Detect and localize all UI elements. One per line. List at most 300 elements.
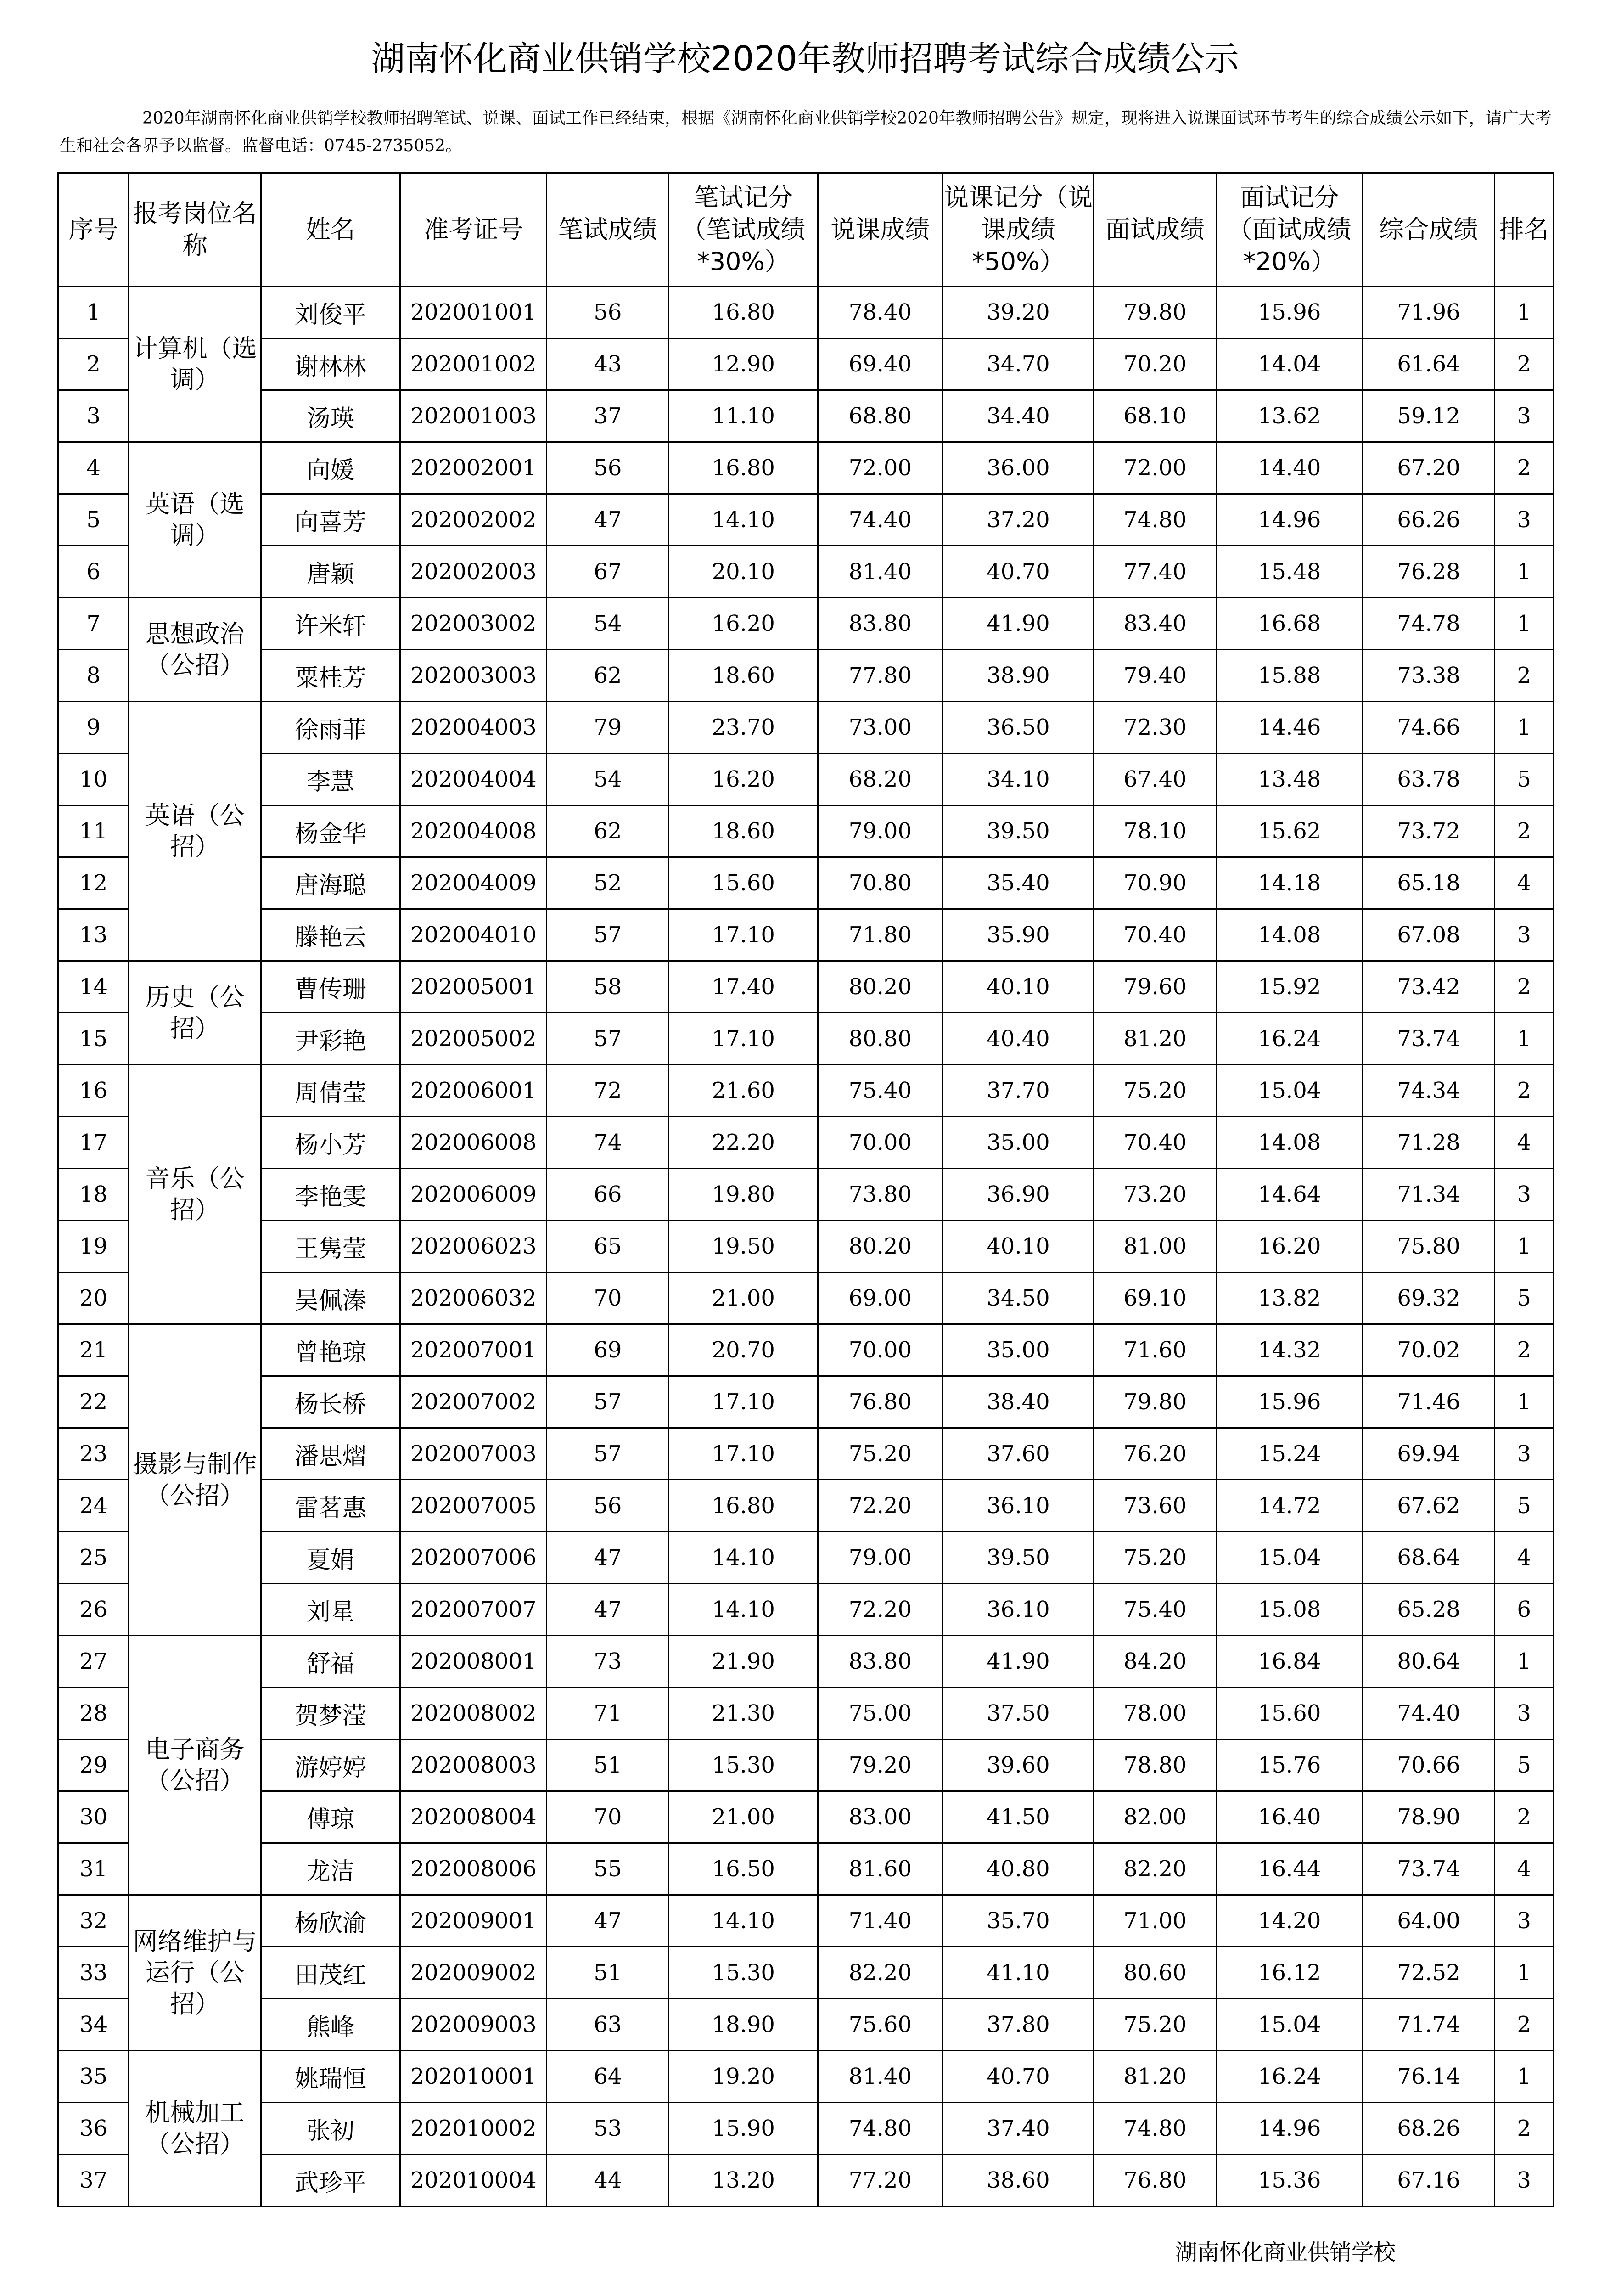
cell-seq: 5 (58, 494, 129, 546)
cell-total: 73.72 (1363, 805, 1494, 857)
cell-lecture-weighted: 39.50 (942, 1532, 1094, 1584)
table-row (58, 1272, 1554, 1324)
cell-lecture-weighted: 35.40 (942, 857, 1094, 909)
cell-lecture-weighted: 41.50 (942, 1791, 1094, 1843)
cell-rank: 5 (1495, 1272, 1554, 1324)
cell-seq: 14 (58, 961, 129, 1013)
cell-total: 71.34 (1363, 1169, 1494, 1221)
cell-ticket: 202002003 (400, 546, 547, 598)
table-row (58, 754, 1554, 805)
cell-post: 英语（选调） (129, 442, 261, 598)
cell-written-weighted: 18.90 (669, 1999, 818, 2051)
cell-interview-weighted: 14.96 (1216, 2103, 1363, 2155)
cell-written: 55 (547, 1843, 669, 1895)
cell-interview-weighted: 16.12 (1216, 1947, 1363, 1999)
cell-lecture-weighted: 40.40 (942, 1013, 1094, 1065)
cell-seq: 9 (58, 702, 129, 754)
cell-interview: 79.60 (1094, 961, 1216, 1013)
cell-total: 74.66 (1363, 702, 1494, 754)
cell-ticket: 202004004 (400, 754, 547, 805)
cell-name: 唐颖 (261, 546, 400, 598)
cell-seq: 11 (58, 805, 129, 857)
cell-interview: 73.60 (1094, 1480, 1216, 1532)
cell-written-weighted: 19.20 (669, 2051, 818, 2103)
cell-total: 71.96 (1363, 287, 1494, 338)
cell-written-weighted: 21.30 (669, 1688, 818, 1739)
cell-interview: 75.20 (1094, 1532, 1216, 1584)
cell-interview-weighted: 15.60 (1216, 1688, 1363, 1739)
cell-lecture: 74.40 (818, 494, 942, 546)
cell-ticket: 202009002 (400, 1947, 547, 1999)
cell-interview-weighted: 14.08 (1216, 909, 1363, 961)
cell-seq: 8 (58, 650, 129, 702)
cell-rank: 2 (1495, 1791, 1554, 1843)
cell-name: 周倩莹 (261, 1065, 400, 1117)
cell-interview-weighted: 14.18 (1216, 857, 1363, 909)
cell-seq: 36 (58, 2103, 129, 2155)
cell-interview-weighted: 15.24 (1216, 1428, 1363, 1480)
cell-written: 47 (547, 1584, 669, 1636)
cell-total: 64.00 (1363, 1895, 1494, 1947)
cell-seq: 4 (58, 442, 129, 494)
cell-total: 70.66 (1363, 1739, 1494, 1791)
cell-total: 76.14 (1363, 2051, 1494, 2103)
cell-written-weighted: 21.00 (669, 1791, 818, 1843)
cell-written-weighted: 19.80 (669, 1169, 818, 1221)
cell-rank: 3 (1495, 1169, 1554, 1221)
cell-seq: 23 (58, 1428, 129, 1480)
cell-seq: 25 (58, 1532, 129, 1584)
cell-total: 66.26 (1363, 494, 1494, 546)
cell-interview: 81.20 (1094, 2051, 1216, 2103)
cell-seq: 30 (58, 1791, 129, 1843)
cell-name: 姚瑞恒 (261, 2051, 400, 2103)
cell-rank: 1 (1495, 546, 1554, 598)
cell-ticket: 202008003 (400, 1739, 547, 1791)
header-lecture-weighted: 说课记分（说课成绩*50%） (942, 173, 1094, 287)
cell-lecture: 73.00 (818, 702, 942, 754)
table-row (58, 1739, 1554, 1791)
cell-lecture: 69.40 (818, 338, 942, 390)
intro-paragraph: 2020年湖南怀化商业供销学校教师招聘笔试、说课、面试工作已经结束，根据《湖南怀化商业供销学校2020年教师招聘公告》规定，现将进入说课面试环节考生的综合成绩公示如下，请广大考生和社会各界予以监督。监督电话：0745-2735052。 (60, 109, 1552, 155)
cell-interview-weighted: 13.48 (1216, 754, 1363, 805)
cell-rank: 4 (1495, 857, 1554, 909)
table-header-row (58, 173, 1554, 287)
cell-ticket: 202001002 (400, 338, 547, 390)
cell-post: 摄影与制作（公招） (129, 1324, 261, 1636)
cell-rank: 3 (1495, 494, 1554, 546)
cell-lecture-weighted: 37.60 (942, 1428, 1094, 1480)
cell-interview: 75.20 (1094, 1065, 1216, 1117)
cell-rank: 1 (1495, 2051, 1554, 2103)
cell-rank: 3 (1495, 390, 1554, 442)
cell-ticket: 202004003 (400, 702, 547, 754)
cell-name: 唐海聪 (261, 857, 400, 909)
cell-interview: 72.30 (1094, 702, 1216, 754)
cell-written: 70 (547, 1272, 669, 1324)
cell-written: 47 (547, 1895, 669, 1947)
cell-name: 吴佩溱 (261, 1272, 400, 1324)
table-row (58, 1947, 1554, 1999)
table-row (58, 1221, 1554, 1272)
header-seq: 序号 (58, 173, 129, 287)
cell-name: 龙洁 (261, 1843, 400, 1895)
cell-rank: 3 (1495, 1688, 1554, 1739)
cell-rank: 4 (1495, 1843, 1554, 1895)
table-row (58, 442, 1554, 494)
table-row (58, 857, 1554, 909)
cell-written-weighted: 15.30 (669, 1947, 818, 1999)
cell-written-weighted: 20.10 (669, 546, 818, 598)
cell-lecture: 69.00 (818, 1272, 942, 1324)
cell-rank: 4 (1495, 1532, 1554, 1584)
cell-interview-weighted: 14.08 (1216, 1117, 1363, 1169)
header-ticket: 准考证号 (400, 173, 547, 287)
cell-written-weighted: 17.10 (669, 1013, 818, 1065)
cell-interview: 70.40 (1094, 1117, 1216, 1169)
cell-total: 65.18 (1363, 857, 1494, 909)
cell-interview: 78.00 (1094, 1688, 1216, 1739)
header-rank: 排名 (1495, 173, 1554, 287)
cell-interview: 84.20 (1094, 1636, 1216, 1688)
cell-ticket: 202010004 (400, 2155, 547, 2206)
cell-total: 68.26 (1363, 2103, 1494, 2155)
cell-ticket: 202008002 (400, 1688, 547, 1739)
cell-seq: 35 (58, 2051, 129, 2103)
cell-total: 67.08 (1363, 909, 1494, 961)
cell-total: 73.42 (1363, 961, 1494, 1013)
cell-ticket: 202007003 (400, 1428, 547, 1480)
cell-written: 54 (547, 754, 669, 805)
cell-interview-weighted: 15.04 (1216, 1532, 1363, 1584)
cell-seq: 2 (58, 338, 129, 390)
cell-written-weighted: 23.70 (669, 702, 818, 754)
cell-name: 舒福 (261, 1636, 400, 1688)
cell-seq: 15 (58, 1013, 129, 1065)
cell-total: 73.38 (1363, 650, 1494, 702)
cell-written: 71 (547, 1688, 669, 1739)
cell-ticket: 202001003 (400, 390, 547, 442)
cell-written-weighted: 13.20 (669, 2155, 818, 2206)
cell-ticket: 202007007 (400, 1584, 547, 1636)
header-post: 报考岗位名称 (129, 173, 261, 287)
table-row (58, 1843, 1554, 1895)
cell-seq: 24 (58, 1480, 129, 1532)
cell-written-weighted: 20.70 (669, 1324, 818, 1376)
cell-rank: 3 (1495, 1895, 1554, 1947)
cell-ticket: 202006023 (400, 1221, 547, 1272)
cell-ticket: 202009003 (400, 1999, 547, 2051)
cell-lecture: 75.20 (818, 1428, 942, 1480)
cell-name: 武珍平 (261, 2155, 400, 2206)
cell-written-weighted: 14.10 (669, 494, 818, 546)
cell-seq: 18 (58, 1169, 129, 1221)
cell-seq: 16 (58, 1065, 129, 1117)
cell-lecture: 72.00 (818, 442, 942, 494)
cell-total: 78.90 (1363, 1791, 1494, 1843)
table-row (58, 1791, 1554, 1843)
cell-lecture: 76.80 (818, 1376, 942, 1428)
cell-interview-weighted: 14.20 (1216, 1895, 1363, 1947)
cell-name: 刘星 (261, 1584, 400, 1636)
table-row (58, 1324, 1554, 1376)
cell-name: 张初 (261, 2103, 400, 2155)
cell-written: 62 (547, 805, 669, 857)
cell-written: 57 (547, 1376, 669, 1428)
cell-name: 贺梦滢 (261, 1688, 400, 1739)
cell-lecture: 79.00 (818, 1532, 942, 1584)
cell-interview-weighted: 15.08 (1216, 1584, 1363, 1636)
cell-ticket: 202006032 (400, 1272, 547, 1324)
header-lecture: 说课成绩 (818, 173, 942, 287)
cell-name: 向媛 (261, 442, 400, 494)
cell-seq: 33 (58, 1947, 129, 1999)
cell-rank: 1 (1495, 1376, 1554, 1428)
table-row (58, 546, 1554, 598)
cell-total: 68.64 (1363, 1532, 1494, 1584)
cell-lecture-weighted: 39.20 (942, 287, 1094, 338)
cell-written-weighted: 11.10 (669, 390, 818, 442)
table-row (58, 2155, 1554, 2206)
cell-total: 61.64 (1363, 338, 1494, 390)
cell-written-weighted: 16.20 (669, 754, 818, 805)
cell-total: 73.74 (1363, 1013, 1494, 1065)
cell-name: 汤瑛 (261, 390, 400, 442)
cell-lecture-weighted: 39.60 (942, 1739, 1094, 1791)
cell-interview: 74.80 (1094, 494, 1216, 546)
cell-interview: 82.00 (1094, 1791, 1216, 1843)
cell-lecture: 77.80 (818, 650, 942, 702)
cell-interview: 81.20 (1094, 1013, 1216, 1065)
cell-lecture-weighted: 36.10 (942, 1584, 1094, 1636)
cell-name: 李慧 (261, 754, 400, 805)
cell-lecture-weighted: 38.60 (942, 2155, 1094, 2206)
cell-rank: 3 (1495, 1428, 1554, 1480)
cell-interview: 75.20 (1094, 1999, 1216, 2051)
table-row (58, 598, 1554, 650)
cell-interview: 72.00 (1094, 442, 1216, 494)
cell-total: 70.02 (1363, 1324, 1494, 1376)
table-row (58, 1636, 1554, 1688)
cell-name: 傅琼 (261, 1791, 400, 1843)
cell-written: 72 (547, 1065, 669, 1117)
header-written: 笔试成绩 (547, 173, 669, 287)
cell-rank: 6 (1495, 1584, 1554, 1636)
cell-total: 65.28 (1363, 1584, 1494, 1636)
cell-interview: 74.80 (1094, 2103, 1216, 2155)
cell-interview-weighted: 14.64 (1216, 1169, 1363, 1221)
cell-post: 音乐（公招） (129, 1065, 261, 1324)
cell-rank: 1 (1495, 702, 1554, 754)
cell-total: 76.28 (1363, 546, 1494, 598)
cell-seq: 26 (58, 1584, 129, 1636)
cell-total: 71.74 (1363, 1999, 1494, 2051)
cell-written: 43 (547, 338, 669, 390)
table-row (58, 1480, 1554, 1532)
cell-interview: 67.40 (1094, 754, 1216, 805)
cell-written: 56 (547, 442, 669, 494)
cell-post: 思想政治（公招） (129, 598, 261, 702)
cell-rank: 5 (1495, 1739, 1554, 1791)
cell-ticket: 202004010 (400, 909, 547, 961)
cell-total: 74.78 (1363, 598, 1494, 650)
cell-lecture-weighted: 39.50 (942, 805, 1094, 857)
cell-lecture-weighted: 40.70 (942, 546, 1094, 598)
cell-seq: 31 (58, 1843, 129, 1895)
cell-lecture: 83.00 (818, 1791, 942, 1843)
cell-interview: 80.60 (1094, 1947, 1216, 1999)
table-row (58, 1169, 1554, 1221)
cell-written: 52 (547, 857, 669, 909)
cell-total: 67.62 (1363, 1480, 1494, 1532)
cell-written-weighted: 21.90 (669, 1636, 818, 1688)
table-row (58, 1065, 1554, 1117)
cell-lecture-weighted: 38.40 (942, 1376, 1094, 1428)
cell-written: 74 (547, 1117, 669, 1169)
table-row (58, 390, 1554, 442)
cell-rank: 5 (1495, 1480, 1554, 1532)
cell-written: 58 (547, 961, 669, 1013)
cell-rank: 2 (1495, 2103, 1554, 2155)
cell-rank: 2 (1495, 442, 1554, 494)
cell-interview-weighted: 16.20 (1216, 1221, 1363, 1272)
cell-name: 王隽莹 (261, 1221, 400, 1272)
cell-interview-weighted: 15.92 (1216, 961, 1363, 1013)
cell-ticket: 202008004 (400, 1791, 547, 1843)
cell-ticket: 202004009 (400, 857, 547, 909)
cell-interview: 69.10 (1094, 1272, 1216, 1324)
cell-rank: 1 (1495, 1221, 1554, 1272)
cell-name: 杨长桥 (261, 1376, 400, 1428)
cell-seq: 19 (58, 1221, 129, 1272)
cell-total: 73.74 (1363, 1843, 1494, 1895)
table-row (58, 909, 1554, 961)
footer-date (1223, 2291, 1381, 2296)
cell-interview: 77.40 (1094, 546, 1216, 598)
cell-written-weighted: 18.60 (669, 805, 818, 857)
cell-written: 66 (547, 1169, 669, 1221)
cell-lecture: 77.20 (818, 2155, 942, 2206)
cell-lecture: 71.40 (818, 1895, 942, 1947)
cell-written-weighted: 16.50 (669, 1843, 818, 1895)
cell-lecture-weighted: 40.10 (942, 1221, 1094, 1272)
table-row (58, 1117, 1554, 1169)
table-row (58, 494, 1554, 546)
cell-written-weighted: 14.10 (669, 1895, 818, 1947)
cell-lecture-weighted: 37.50 (942, 1688, 1094, 1739)
cell-lecture: 75.60 (818, 1999, 942, 2051)
cell-lecture: 80.20 (818, 961, 942, 1013)
cell-lecture: 71.80 (818, 909, 942, 961)
cell-name: 游婷婷 (261, 1739, 400, 1791)
cell-interview: 81.00 (1094, 1221, 1216, 1272)
table-row (58, 287, 1554, 338)
cell-ticket: 202009001 (400, 1895, 547, 1947)
cell-rank: 1 (1495, 1013, 1554, 1065)
cell-written: 70 (547, 1791, 669, 1843)
cell-lecture: 72.20 (818, 1584, 942, 1636)
page-title: 湖南怀化商业供销学校2020年教师招聘考试综合成绩公示 (371, 39, 1239, 79)
cell-name: 杨小芳 (261, 1117, 400, 1169)
table-row (58, 2051, 1554, 2103)
cell-lecture-weighted: 36.50 (942, 702, 1094, 754)
cell-rank: 1 (1495, 1947, 1554, 1999)
cell-lecture-weighted: 38.90 (942, 650, 1094, 702)
table-row (58, 2103, 1554, 2155)
cell-total: 67.16 (1363, 2155, 1494, 2206)
cell-ticket: 202006009 (400, 1169, 547, 1221)
cell-written-weighted: 16.80 (669, 287, 818, 338)
cell-written: 56 (547, 287, 669, 338)
cell-written: 62 (547, 650, 669, 702)
cell-post: 网络维护与运行（公招） (129, 1895, 261, 2051)
cell-lecture: 70.80 (818, 857, 942, 909)
cell-lecture-weighted: 34.50 (942, 1272, 1094, 1324)
cell-lecture: 81.40 (818, 2051, 942, 2103)
cell-interview-weighted: 15.62 (1216, 805, 1363, 857)
cell-written: 73 (547, 1636, 669, 1688)
cell-written-weighted: 16.80 (669, 442, 818, 494)
cell-lecture-weighted: 36.00 (942, 442, 1094, 494)
cell-lecture: 68.80 (818, 390, 942, 442)
cell-name: 滕艳云 (261, 909, 400, 961)
cell-name: 杨欣渝 (261, 1895, 400, 1947)
cell-lecture: 78.40 (818, 287, 942, 338)
cell-written-weighted: 21.60 (669, 1065, 818, 1117)
cell-post: 英语（公招） (129, 702, 261, 961)
cell-name: 田茂红 (261, 1947, 400, 1999)
cell-lecture: 83.80 (818, 1636, 942, 1688)
cell-seq: 1 (58, 287, 129, 338)
header-total: 综合成绩 (1363, 173, 1494, 287)
cell-rank: 2 (1495, 338, 1554, 390)
cell-written-weighted: 18.60 (669, 650, 818, 702)
cell-written-weighted: 16.80 (669, 1480, 818, 1532)
cell-seq: 34 (58, 1999, 129, 2051)
cell-ticket: 202004008 (400, 805, 547, 857)
cell-interview: 79.40 (1094, 650, 1216, 702)
cell-lecture: 70.00 (818, 1324, 942, 1376)
cell-written-weighted: 19.50 (669, 1221, 818, 1272)
cell-written-weighted: 17.10 (669, 1376, 818, 1428)
cell-written: 51 (547, 1947, 669, 1999)
cell-lecture: 70.00 (818, 1117, 942, 1169)
cell-name: 曹传珊 (261, 961, 400, 1013)
cell-interview: 76.20 (1094, 1428, 1216, 1480)
cell-total: 71.46 (1363, 1376, 1494, 1428)
cell-lecture-weighted: 41.90 (942, 598, 1094, 650)
cell-interview-weighted: 14.72 (1216, 1480, 1363, 1532)
cell-ticket: 202008006 (400, 1843, 547, 1895)
cell-rank: 2 (1495, 805, 1554, 857)
cell-written-weighted: 17.10 (669, 1428, 818, 1480)
table-row (58, 805, 1554, 857)
cell-interview-weighted: 15.04 (1216, 1065, 1363, 1117)
table-row (58, 338, 1554, 390)
cell-rank: 5 (1495, 754, 1554, 805)
cell-seq: 3 (58, 390, 129, 442)
cell-written: 37 (547, 390, 669, 442)
cell-lecture-weighted: 36.90 (942, 1169, 1094, 1221)
cell-interview-weighted: 14.32 (1216, 1324, 1363, 1376)
cell-seq: 7 (58, 598, 129, 650)
cell-lecture-weighted: 41.90 (942, 1636, 1094, 1688)
cell-lecture: 75.00 (818, 1688, 942, 1739)
cell-written: 57 (547, 1428, 669, 1480)
cell-total: 71.28 (1363, 1117, 1494, 1169)
cell-name: 曾艳琼 (261, 1324, 400, 1376)
cell-rank: 3 (1495, 2155, 1554, 2206)
